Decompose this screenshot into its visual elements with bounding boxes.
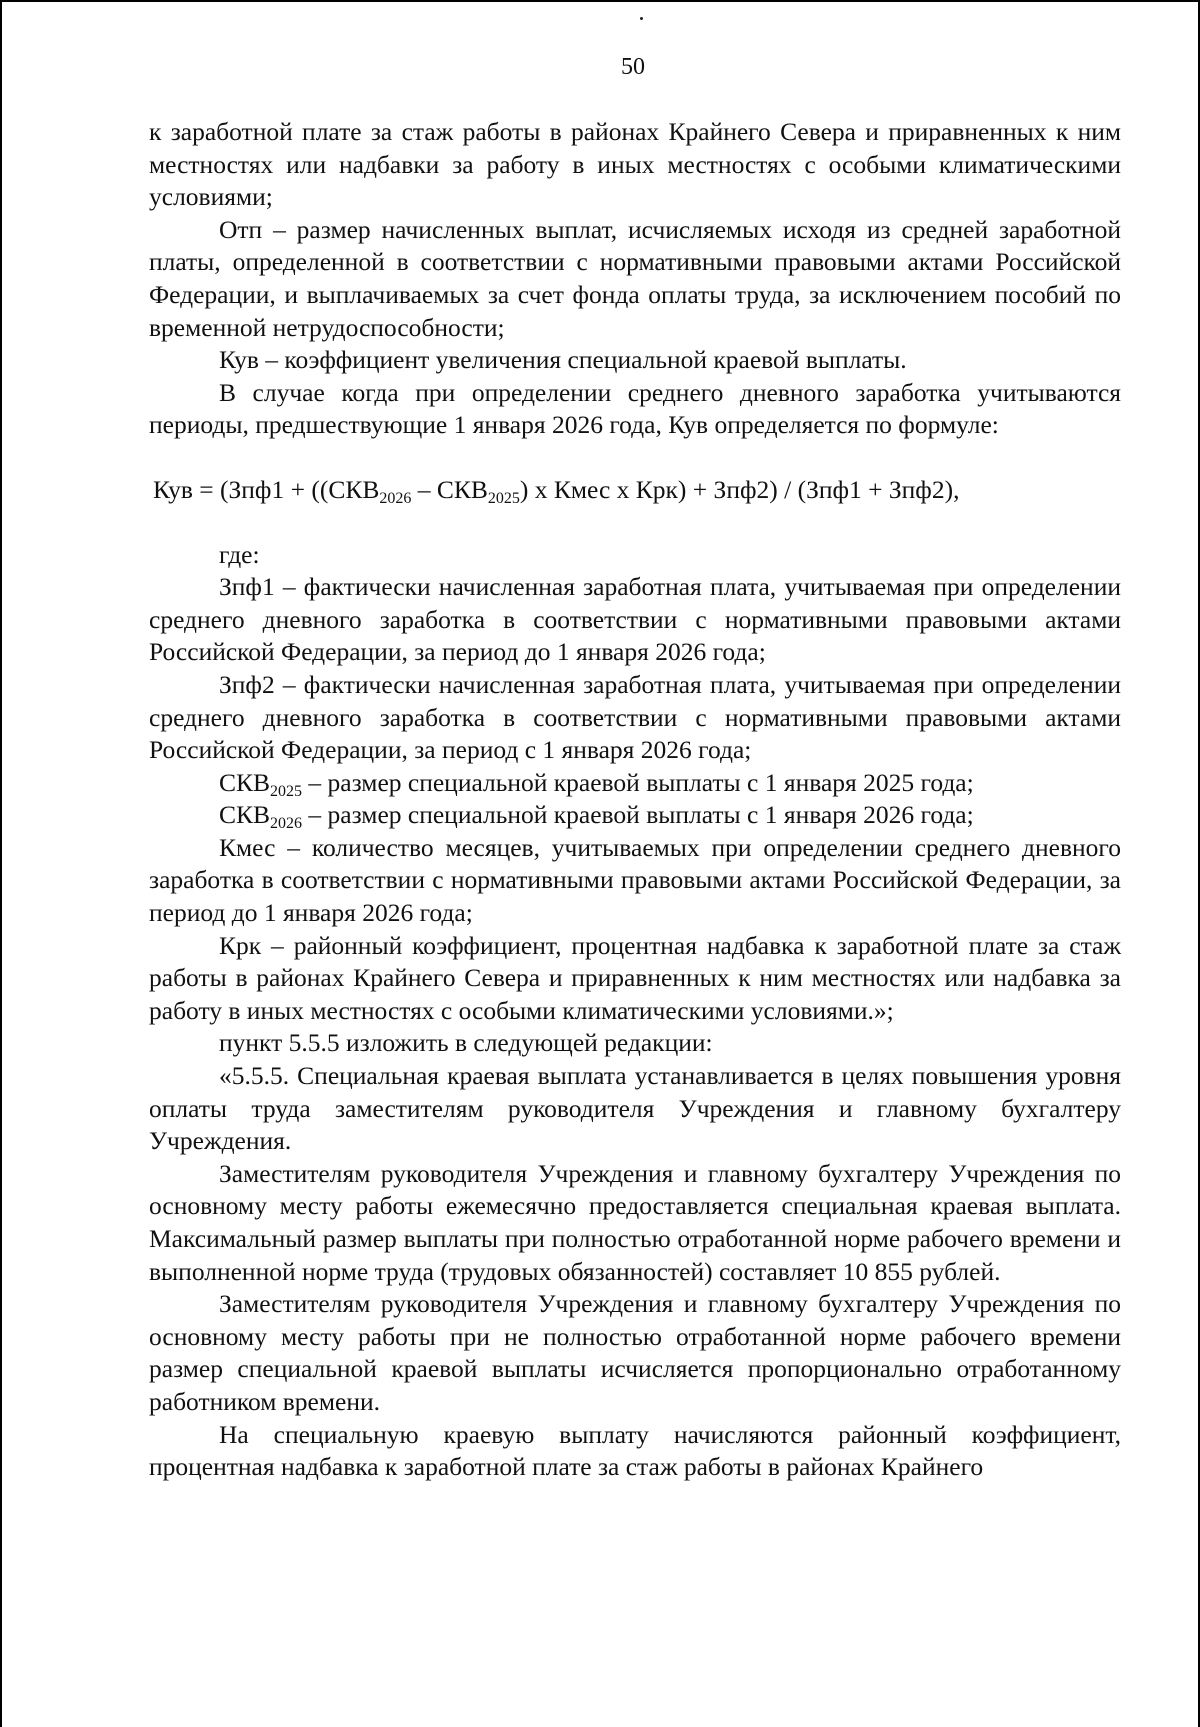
formula-part2: – СКВ xyxy=(411,474,488,504)
paragraph-zpf1: Зпф1 – фактически начисленная заработная плата, учитываемая при определении среднего дневного заработка в соответствии с нормативными правовыми актами Российской Федерации, за период до 1 января 2026 года; xyxy=(149,572,1121,667)
skv2026-text: – размер специальной краевой выплаты с 1 января 2026 года; xyxy=(302,800,974,830)
skv2026-label: СКВ xyxy=(219,800,271,830)
paragraph-item-555-intro: пункт 5.5.5 изложить в следующей редакции: xyxy=(219,1028,713,1058)
paragraph-skv2026 xyxy=(149,799,1121,832)
formula-part3: ) х Кмес х Крк) + Зпф2) / (Зпф1 + Зпф2), xyxy=(519,474,960,504)
scan-edge-left xyxy=(0,0,2,1727)
paragraph-where: где: xyxy=(219,539,260,569)
paragraph-continuation: к заработной плате за стаж работы в районах Крайнего Севера и приравненных к ним местностях или надбавки за работу в иных местностях с особыми климатическими условиями; xyxy=(149,117,1121,212)
formula-part1: Кув = (Зпф1 + ((СКВ xyxy=(153,474,380,504)
formula xyxy=(149,474,1121,507)
scan-edge-top xyxy=(0,0,1200,2)
skv2025-text: – размер специальной краевой выплаты с 1 января 2025 года; xyxy=(302,767,974,797)
paragraph-max-amount: Заместителям руководителя Учреждения и главному бухгалтеру Учреждения по основному месту работы ежемесячно предоставляется специальная краевая выплата. Максимальный размер выплаты при полностью отработанной норме рабочего времени и выполненной норме труда (трудовых обязанностей) составляет 10 855 рублей. xyxy=(149,1158,1121,1286)
paragraph-krk: Крк – районный коэффициент, процентная надбавка к заработной плате за стаж работы в районах Крайнего Севера и приравненных к ним местностях или надбавка за работу в иных местностях с особыми климатическими условиями.»; xyxy=(149,930,1121,1025)
paragraph-kmes: Кмес – количество месяцев, учитываемых при определении среднего дневного заработка в соответствии с нормативными правовыми актами Российской Федерации, за период до 1 января 2026 года; xyxy=(149,832,1121,928)
formula-sub2: 2025 xyxy=(487,489,520,507)
scan-speck xyxy=(640,17,643,20)
paragraph-zpf2: Зпф2 – фактически начисленная заработная плата, учитываемая при определении среднего дневного заработка в соответствии с нормативными правовыми актами Российской Федерации, за период с 1 января 2026 года; xyxy=(149,669,1121,765)
paragraph-proportional: Заместителям руководителя Учреждения и главному бухгалтеру Учреждения по основному месту работы при не полностью отработанной норме рабочего времени размер специальной краевой выплаты исчисляется пропорционально отработанному работником времени. xyxy=(149,1289,1121,1416)
skv2025-sub: 2025 xyxy=(270,782,303,800)
paragraph-formula-intro: В случае когда при определении среднего дневного заработка учитываются периоды, предшествующие 1 января 2026 года, Кув определяется по формуле: xyxy=(149,377,1121,440)
paragraph-skv2025 xyxy=(149,767,1121,800)
paragraph-regional-coefficient: На специальную краевую выплату начисляются районный коэффициент, процентная надбавка к заработной плате за стаж работы в районах Крайнего xyxy=(149,1419,1121,1482)
paragraph-kuv: Кув – коэффициент увеличения специальной краевой выплаты. xyxy=(219,345,907,375)
skv2026-sub: 2026 xyxy=(270,815,303,833)
paragraph-555: «5.5.5. Специальная краевая выплата устанавливается в целях повышения уровня оплаты труда заместителям руководителя Учреждения и главному бухгалтеру Учреждения. xyxy=(149,1061,1121,1156)
skv2025-label: СКВ xyxy=(219,767,271,797)
paragraph-otp: Отп – размер начисленных выплат, исчисляемых исходя из средней заработной платы, определенной в соответствии с нормативными правовыми актами Российской Федерации, и выплачиваемых за счет фонда оплаты труда, за исключением пособий по временной нетрудоспособности; xyxy=(149,214,1121,342)
document-body xyxy=(149,116,1121,1484)
page-number: 50 xyxy=(621,54,645,80)
formula-sub1: 2026 xyxy=(379,489,412,507)
